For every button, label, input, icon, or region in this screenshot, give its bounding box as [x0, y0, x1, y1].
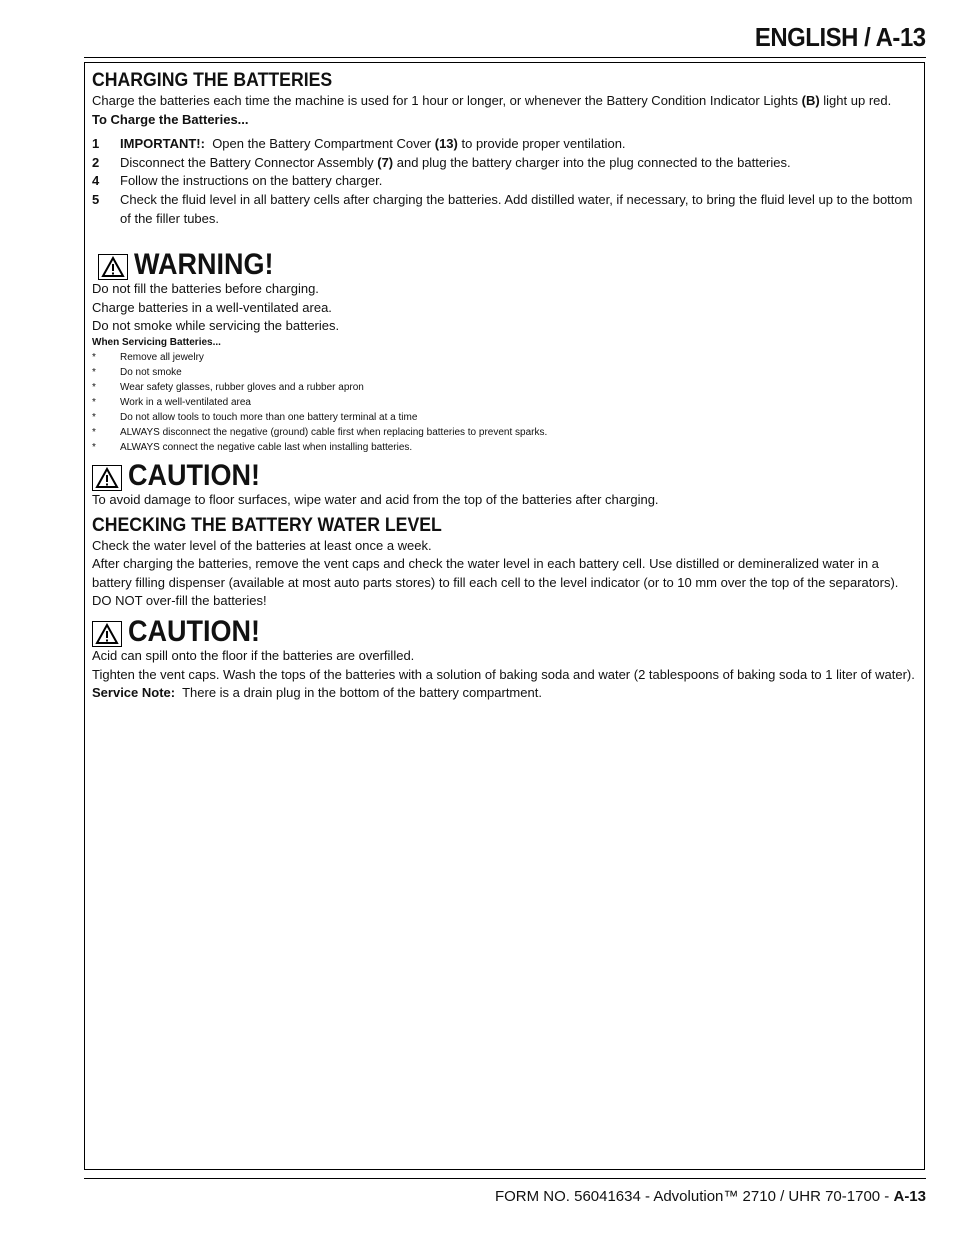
list-item: * Work in a well-ventilated area	[92, 396, 251, 408]
list-item: * Do not smoke	[92, 366, 182, 378]
footer-rule	[84, 1178, 926, 1179]
list-item: * Wear safety glasses, rubber gloves and a rubber apron	[92, 381, 364, 393]
step-item: 2 Disconnect the Battery Connector Assembly (7) and plug the battery charger into the plug connected to the batteries.	[92, 154, 791, 170]
step-item: 4 Follow the instructions on the battery charger.	[92, 173, 383, 189]
list-item: * ALWAYS disconnect the negative (ground) cable first when replacing batteries to prevent sparks.	[92, 426, 548, 438]
warning-triangle-icon	[98, 254, 128, 280]
warning-line: Do not fill the batteries before charging.	[92, 281, 319, 297]
caution-triangle-icon	[92, 621, 122, 647]
caution2-line-1: Acid can spill onto the floor if the batteries are overfilled.	[92, 647, 415, 663]
caution-triangle-icon	[92, 465, 122, 491]
charging-steps	[92, 135, 920, 228]
list-item: * ALWAYS connect the negative cable last when installing batteries.	[92, 441, 413, 453]
header-rule	[84, 57, 926, 58]
list-item: * Remove all jewelry	[92, 351, 204, 363]
page-header-title: ENGLISH / A-13	[755, 22, 926, 52]
water-line-2: After charging the batteries, remove the vent caps and check the water level in each battery cell. Use distilled or demineralized water in a battery filling dispenser (available at most auto parts stores) to fill each cell to the level indicator (or to 10 mm over the top of the separators). DO NOT over-fill the batteries!	[92, 556, 899, 609]
warning-subheading: When Servicing Batteries...	[92, 336, 221, 348]
step-item: 1 IMPORTANT!: Open the Battery Compartment Cover (13) to provide proper ventilation.	[92, 136, 626, 152]
section-heading-water-level: CHECKING THE BATTERY WATER LEVEL	[92, 514, 442, 536]
service-note: Service Note: There is a drain plug in the bottom of the battery compartment.	[92, 685, 542, 701]
page-content	[92, 70, 920, 703]
section-heading-charging: CHARGING THE BATTERIES	[92, 70, 333, 91]
warning-heading: WARNING!	[92, 250, 920, 280]
warning-line: Do not smoke while servicing the batteries.	[92, 318, 340, 334]
caution2-line-2: Tighten the vent caps. Wash the tops of the batteries with a solution of baking soda and water (2 tablespoons of baking soda to 1 liter of water).	[92, 666, 915, 682]
step-item: 5 Check the fluid level in all battery cells after charging the batteries. Add distilled water, if necessary, to bring the fluid level up to the bottom of the filler tubes.	[92, 191, 913, 226]
charging-intro: Charge the batteries each time the machine is used for 1 hour or longer, or whenever the Battery Condition Indicator Lights (B) light up red.	[92, 93, 892, 108]
list-item: * Do not allow tools to touch more than one battery terminal at a time	[92, 411, 418, 423]
caution-heading-2: CAUTION!	[92, 617, 920, 647]
warning-bullets	[92, 350, 920, 455]
caution-text-1: To avoid damage to floor surfaces, wipe water and acid from the top of the batteries after charging.	[92, 491, 659, 507]
warning-line: Charge batteries in a well-ventilated area.	[92, 299, 332, 315]
water-line-1: Check the water level of the batteries at least once a week.	[92, 537, 432, 553]
caution-heading-1: CAUTION!	[92, 461, 920, 491]
page-footer: FORM NO. 56041634 - Advolution™ 2710 / UHR 70-1700 - A-13	[494, 1188, 926, 1205]
charging-subheading: To Charge the Batteries...	[92, 111, 249, 127]
